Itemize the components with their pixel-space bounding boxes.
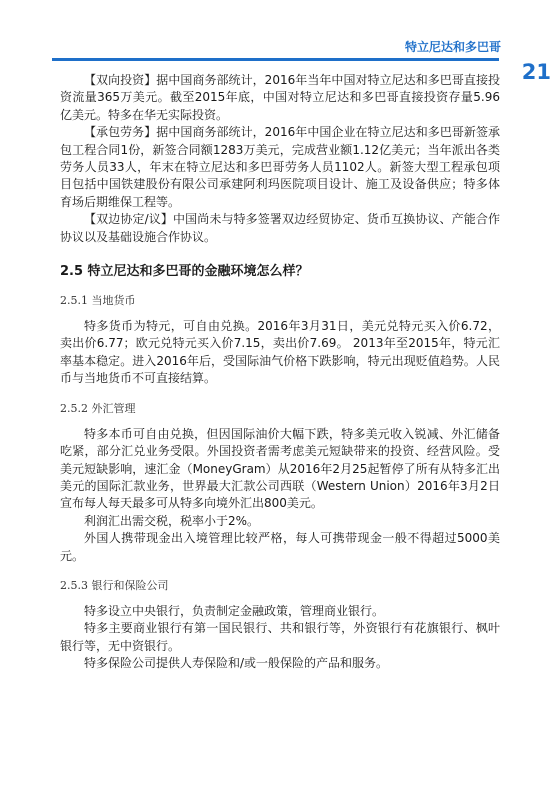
paragraph-profit-remittance: 利润汇出需交税，税率小于2%。 bbox=[84, 513, 260, 528]
paragraph-cash-carry: 外国人携带现金出入境管理比较严格，每人可携带现金一般不得超过5000美元。 bbox=[60, 531, 500, 563]
running-header-title: 特立尼达和多巴哥 bbox=[404, 40, 501, 54]
page-number: 21 bbox=[521, 60, 551, 84]
paragraph-insurance: 特多保险公司提供人寿保险和/或一般保险的产品和服务。 bbox=[84, 656, 389, 671]
paragraph-contracting-labor: 【承包劳务】据中国商务部统计，2016年中国企业在特立尼达和多巴哥新签承包工程合同1份，新签合同额1283万美元，完成营业额1.12亿美元；当年派出各类劳务人员33人，年末在特立尼达和多巴哥劳务人员1102人。新签大型工程承包项目包括中国铁建股份有限公司承建阿利玛医院项目设计、施工及设备供应；特多体育场后期维保工程等。 bbox=[60, 125, 500, 209]
subsection-heading-forex: 2.5.2 外汇管理 bbox=[60, 401, 136, 415]
paragraph-two-way-investment: 【双向投资】据中国商务部统计，2016年当年中国对特立尼达和多巴哥直接投资流量365万美元。截至2015年底，中国对特立尼达和多巴哥直接投资存量5.96亿美元。特多在华无实际投资。 bbox=[60, 73, 500, 122]
subsection-heading-currency: 2.5.1 当地货币 bbox=[60, 294, 136, 308]
body-content bbox=[60, 72, 500, 673]
paragraph-central-bank: 特多设立中央银行，负责制定金融政策，管理商业银行。 bbox=[84, 603, 385, 618]
paragraph-commercial-banks: 特多主要商业银行有第一国民银行、共和银行等，外资银行有花旗银行、枫叶银行等，无中资银行。 bbox=[60, 621, 500, 653]
paragraph-bilateral-agreements: 【双边协定/议】中国尚未与特多签署双边经贸协定、货币互换协议、产能合作协议以及基础设施合作协议。 bbox=[60, 212, 500, 244]
paragraph-forex: 特多本币可自由兑换，但因国际油价大幅下跌，特多美元收入锐减、外汇储备吃紧，部分汇兑业务受限。外国投资者需考虑美元短缺带来的投资、经营风险。受美元短缺影响，速汇金（MoneyGram）从2016年2月25起暂停了所有从特多汇出美元的国际汇款业务，世界最大汇款公司西联（Western Union）2016年3月2日宣布每人每天最多可从特多向境外汇出800美元。 bbox=[60, 426, 500, 511]
paragraph-currency: 特多货币为特元，可自由兑换。2016年3月31日，美元兑特元买入价6.72，卖出价6.77；欧元兑特元买入价7.15，卖出价7.69。 2013年至2015年，特元汇率基本稳定。进入2016年后，受国际油气价格下跌影响，特元出现贬值趋势。人民币与当地货币不可直接结算。 bbox=[60, 319, 500, 386]
header-rule bbox=[52, 58, 499, 61]
subsection-heading-banks: 2.5.3 银行和保险公司 bbox=[60, 578, 169, 592]
section-heading: 2.5 特立尼达和多巴哥的金融环境怎么样？ bbox=[60, 264, 309, 280]
